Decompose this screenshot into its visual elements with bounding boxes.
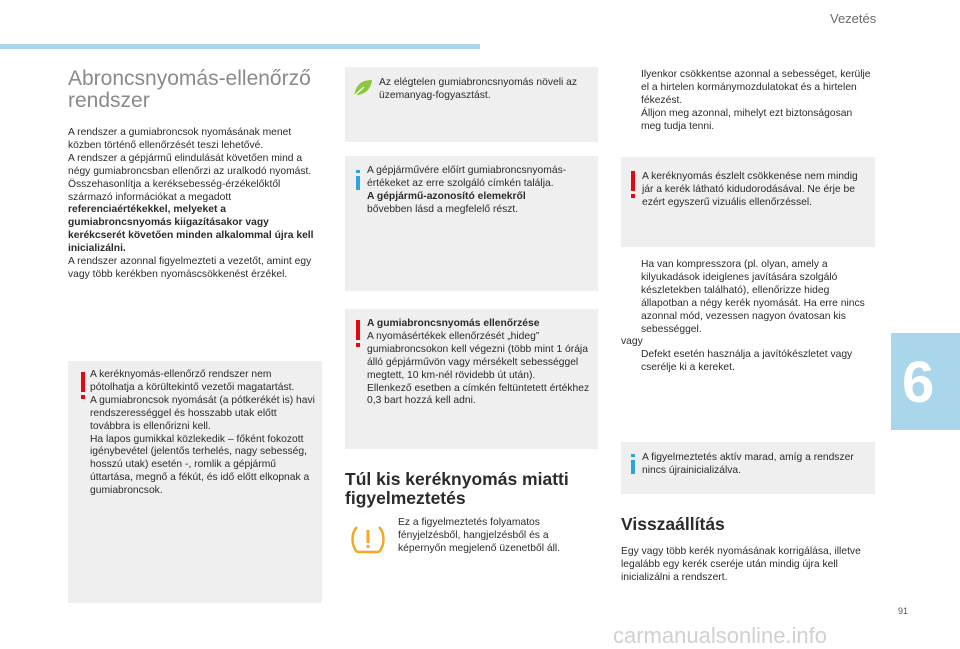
warning-line-3: Ha lapos gumikkal közlekedik – főként fokozott igénybevétel (jelentős terhelés, nagy sebesség, hosszú utak) esetén -, romlik a gépjármű úttartása, megnő a fékút, és idő előtt elkopnak a gumiabroncsok. bbox=[90, 433, 310, 497]
info-icon bbox=[631, 460, 635, 474]
warning-box-2 bbox=[345, 309, 598, 449]
header-bar bbox=[0, 44, 480, 49]
alert-text: Ez a figyelmeztetés folyamatos fényjelzésből, hangjelzésből és a képernyőn megjelenő üzenetből áll. bbox=[398, 517, 561, 554]
info-icon-dot bbox=[631, 454, 635, 457]
warning-3-text: A keréknyomás észlelt csökkenése nem mindig jár a kerék látható kidudorodásával. Ne érje be ezért egyszerű vizuális ellenőrzéssel. bbox=[642, 171, 858, 208]
list-item bbox=[621, 69, 871, 108]
eco-leaf-icon bbox=[352, 78, 374, 98]
info-box-1 bbox=[345, 156, 598, 291]
warning-2-line-1: A nyomásértékek ellenőrzését „hideg” gumiabroncsokon kell végezni (több mint 1 órája álló gépjárművön vagy mérsékelt sebességgel megtett, 10 km-nél rövidebb út után). bbox=[367, 330, 588, 381]
list-item bbox=[621, 349, 873, 375]
info-icon bbox=[356, 176, 360, 190]
warning-box-1 bbox=[68, 361, 322, 603]
title-line-2: rendszer bbox=[68, 89, 150, 112]
intro-paragraph-4: A rendszer azonnal figyelmezteti a vezetőt, amint egy vagy több kerékben nyomáscsökkenést érzékel. bbox=[68, 256, 312, 280]
warning-box-3 bbox=[621, 157, 875, 247]
eco-box bbox=[345, 67, 598, 142]
tyre-pressure-alert-icon bbox=[349, 523, 387, 557]
warning-icon bbox=[356, 320, 360, 340]
intro-3-bold: referenciaértékekkel, melyeket a gumiabroncsnyomás kiigazításakor vagy kerékcserét követően minden alkalommal újra kell inicializálni. bbox=[68, 204, 314, 255]
eco-note: Az elégtelen gumiabroncsnyomás növeli az üzemanyag-fogyasztást. bbox=[379, 77, 578, 101]
info-icon-dot bbox=[356, 170, 360, 173]
intro-3-normal: Összehasonlítja a keréksebesség-érzékelőktől származó információkat a megadott bbox=[68, 178, 281, 203]
info-line-1: A gépjárművére előírt gumiabroncsnyomás-értékeket az erre szolgáló címkén találja. bbox=[367, 165, 567, 189]
list-item-text: Ilyenkor csökkentse azonnal a sebességet, kerülje el a hirtelen kormánymozdulatokat és a hirtelen fékezést. bbox=[641, 69, 871, 106]
intro-paragraph-1: A rendszer a gumiabroncsok nyomásának menet közben történő ellenőrzését teszi lehetővé. bbox=[68, 127, 292, 151]
warning-text bbox=[90, 369, 315, 498]
chapter-number: 6 bbox=[902, 350, 935, 415]
page-number: 91 bbox=[898, 606, 909, 616]
section-title-line-2: figyelmeztetés bbox=[345, 488, 466, 508]
info-2-text: A figyelmeztetés aktív marad, amíg a rendszer nincs újrainicializálva. bbox=[642, 452, 854, 476]
intro-paragraph-3 bbox=[68, 179, 318, 256]
warning-line-1: A keréknyomás-ellenőrző rendszer nem pótolhatja a körültekintő vezetői magatartást. bbox=[90, 369, 295, 393]
warning-icon-dot bbox=[81, 395, 85, 399]
list-item bbox=[621, 108, 871, 134]
intro-text bbox=[68, 127, 318, 282]
info-line-2-bold: A gépjármű-azonosító elemekről bbox=[367, 190, 526, 202]
reset-text: Egy vagy több kerék nyomásának korrigálása, illetve legalább egy kerék cseréje után mindig újra kell inicializálni a rendszert. bbox=[621, 546, 861, 583]
warning-icon bbox=[631, 171, 635, 191]
warning-2-title: A gumiabroncsnyomás ellenőrzése bbox=[367, 318, 540, 329]
warning-icon-dot bbox=[631, 194, 635, 198]
section-title-line-1: Túl kis keréknyomás miatti bbox=[345, 469, 569, 489]
list-item-text: Ha van kompresszora (pl. olyan, amely a kilyukadások ideiglenes javítására szolgáló készletekben található), ellenőrizze hideg állapotban a négy kerék nyomását. Ha erre nincs azonnal mód, vezessen nagyon óvatosan kis sebességgel. bbox=[641, 259, 865, 335]
page-title bbox=[68, 68, 328, 112]
warning-icon-dot bbox=[356, 343, 360, 347]
intro-paragraph-2: A rendszer a gépjármű elindulását követően mind a négy gumiabroncsban ellenőrzi az uralkodó nyomást. bbox=[68, 152, 312, 177]
warning-2-line-2: Ellenkező esetben a címkén feltüntetett értékhez 0,3 bart hozzá kell adni. bbox=[367, 382, 590, 407]
info-box-2 bbox=[621, 442, 875, 494]
or-text: vagy bbox=[621, 336, 643, 348]
info-line-2: bővebben lásd a megfelelő részt. bbox=[367, 203, 519, 215]
warning-line-2: A gumiabroncsok nyomását (a pótkerékét is) havi rendszerességgel és hosszabb utak előtt továbbra is ellenőrizni kell. bbox=[90, 394, 315, 432]
watermark: carmanualsonline.info bbox=[613, 623, 828, 648]
reset-heading: Visszaállítás bbox=[621, 514, 725, 534]
warning-icon bbox=[81, 372, 85, 392]
list-item bbox=[621, 259, 873, 336]
title-line-1: Abroncsnyomás-ellenőrző bbox=[68, 67, 311, 90]
action-list-1 bbox=[621, 69, 871, 134]
list-item-text: Álljon meg azonnal, mihelyt ezt biztonságosan meg tudja tenni. bbox=[641, 107, 853, 132]
action-list-2 bbox=[621, 259, 873, 375]
section-name: Vezetés bbox=[830, 11, 877, 26]
section-heading-low-pressure bbox=[345, 470, 600, 508]
list-item-text: Defekt esetén használja a javítókészletet vagy cserélje ki a kereket. bbox=[641, 349, 853, 374]
warning-2-text bbox=[367, 318, 592, 408]
info-text bbox=[367, 165, 592, 217]
